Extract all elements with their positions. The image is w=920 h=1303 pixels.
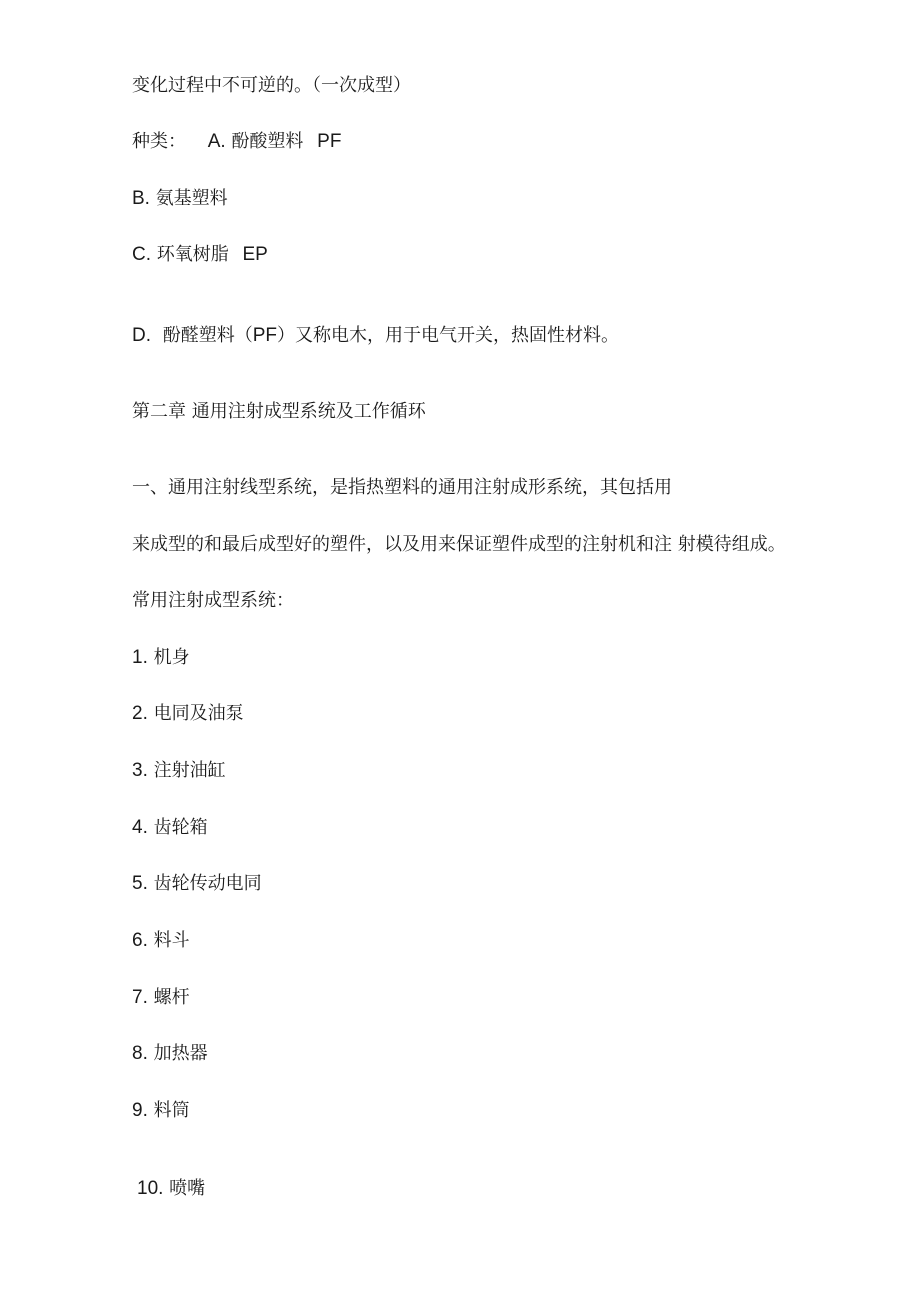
list-item-text: 料斗 xyxy=(153,930,190,951)
list-item xyxy=(132,1042,208,1066)
type-c-marker: C. xyxy=(132,244,151,265)
types-line-c xyxy=(132,243,268,267)
list-item-text: 齿轮箱 xyxy=(153,817,208,838)
type-c-abbr: EP xyxy=(242,244,268,265)
type-d-text-2: ）又称电木，用于电气开关，热固性材料。 xyxy=(277,325,620,346)
list-item-number: 2. xyxy=(132,703,148,724)
list-item-text: 注射油缸 xyxy=(153,760,226,781)
type-a-abbr: PF xyxy=(317,131,342,152)
list-item-number: 8. xyxy=(132,1043,148,1064)
list-item-text: 料筒 xyxy=(153,1100,190,1121)
list-item xyxy=(132,759,226,783)
types-line-a xyxy=(132,130,341,154)
chapter-title-text: 第二章 通用注射成型系统及工作循环 xyxy=(132,401,426,422)
list-item-text: 电同及油泵 xyxy=(153,703,244,724)
list-item xyxy=(132,816,208,840)
common-heading-text: 常用注射成型系统： xyxy=(132,590,294,611)
list-item-number: 1. xyxy=(132,647,148,668)
list-item xyxy=(132,702,244,726)
paragraph-line-2 xyxy=(132,533,786,557)
type-d-marker: D. xyxy=(132,325,151,346)
list-item-number: 4. xyxy=(132,817,148,838)
list-item-number: 7. xyxy=(132,987,148,1008)
paragraph-text-1: 一、通用注射线型系统，是指热塑料的通用注射成形系统，其包括用 xyxy=(132,477,672,498)
list-item-number: 6. xyxy=(132,930,148,951)
list-item-number: 5. xyxy=(132,873,148,894)
chapter-title xyxy=(132,400,426,424)
list-item xyxy=(132,646,190,670)
type-d-text-1: 酚醛塑料（ xyxy=(162,325,253,346)
list-item xyxy=(132,872,262,896)
list-item-text: 齿轮传动电同 xyxy=(153,873,262,894)
types-line-d xyxy=(132,324,619,348)
list-item-number: 9. xyxy=(132,1100,148,1121)
list-item-text: 机身 xyxy=(153,647,190,668)
list-item-number: 3. xyxy=(132,760,148,781)
types-line-b xyxy=(132,187,228,211)
type-b-marker: B. xyxy=(132,188,150,209)
paragraph-text-2: 来成型的和最后成型好的塑件，以及用来保证塑件成型的注射机和注 射模待组成。 xyxy=(132,534,786,555)
types-label: 种类： xyxy=(132,131,186,152)
list-item xyxy=(132,1099,190,1123)
type-c-text: 环氧树脂 xyxy=(156,244,229,265)
list-item xyxy=(137,1177,205,1201)
list-item-text: 螺杆 xyxy=(153,987,190,1008)
list-item xyxy=(132,986,190,1010)
paragraph-line-1 xyxy=(132,476,672,500)
type-a-marker: A. xyxy=(207,131,226,152)
list-item-text: 加热器 xyxy=(153,1043,208,1064)
list-item xyxy=(132,929,190,953)
list-item-text: 喷嘴 xyxy=(169,1178,206,1199)
common-heading xyxy=(132,589,294,613)
list-item-number: 10. xyxy=(137,1178,164,1199)
type-d-abbr: PF xyxy=(252,325,278,346)
type-a-text: 酚酸塑料 xyxy=(231,131,304,152)
intro-text: 变化过程中不可逆的。（一次成型） xyxy=(132,75,411,96)
intro-line xyxy=(132,74,411,98)
type-b-text: 氨基塑料 xyxy=(155,188,228,209)
